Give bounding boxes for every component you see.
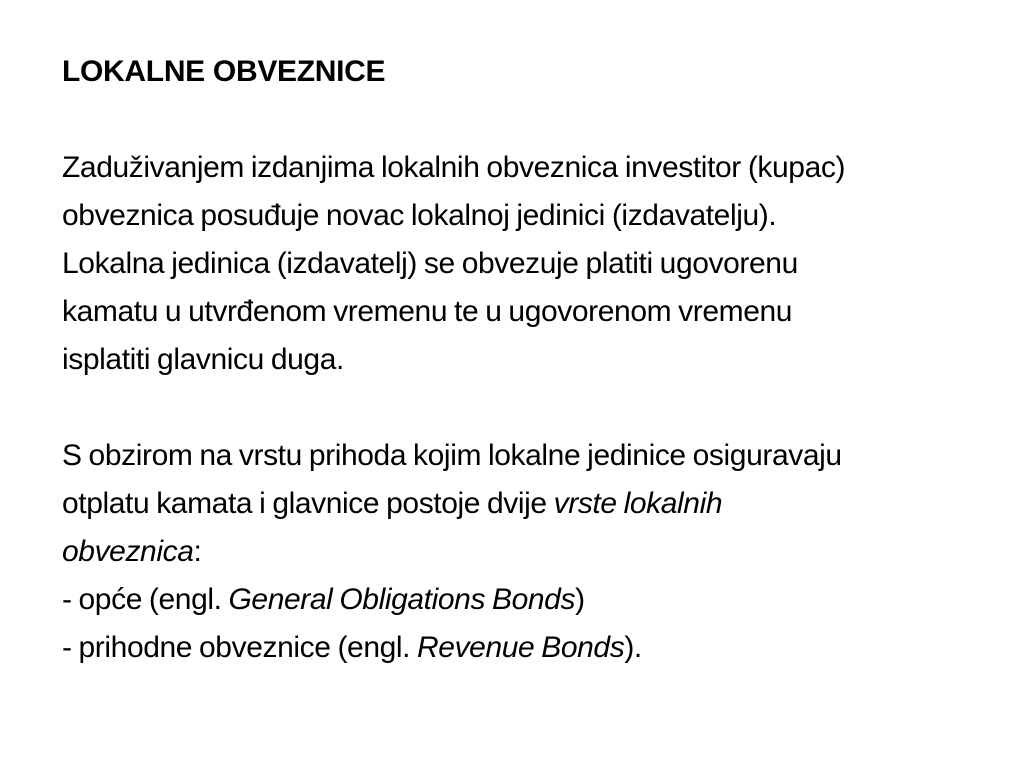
text-line: [62, 528, 982, 576]
spacer: [62, 384, 982, 432]
text-plain: :: [193, 535, 202, 568]
list-item-revenue-bonds: [62, 624, 982, 672]
spacer: [62, 96, 982, 144]
list-item-suffix: ): [575, 583, 585, 616]
text-line: kamatu u utvrđenom vremenu te u ugovorenom vremenu: [62, 295, 793, 328]
list-item-prefix: - opće (engl.: [62, 583, 229, 616]
text-plain: otplatu kamata i glavnice postoje dvije: [62, 487, 554, 520]
list-item-suffix: ).: [624, 631, 642, 664]
text-line: Zaduživanjem izdanjima lokalnih obveznica investitor (kupac): [62, 151, 846, 184]
paragraph-definition: [62, 144, 982, 384]
text-line: [62, 480, 982, 528]
text-line: isplatiti glavnicu duga.: [62, 343, 344, 376]
list-item-general-obligation: [62, 576, 982, 624]
slide-title: LOKALNE OBVEZNICE: [62, 55, 386, 88]
text-italic: obveznica: [62, 535, 194, 568]
slide-content: [62, 48, 982, 672]
list-item-prefix: - prihodne obveznice (engl.: [62, 631, 418, 664]
list-item-italic: Revenue Bonds: [417, 631, 625, 664]
text-line: obveznica posuđuje novac lokalnoj jedinici (izdavatelju).: [62, 199, 777, 232]
text-line: S obzirom na vrstu prihoda kojim lokalne jedinice osiguravaju: [62, 439, 842, 472]
list-item-italic: General Obligations Bonds: [228, 583, 576, 616]
paragraph-types: [62, 432, 982, 672]
text-line: Lokalna jedinica (izdavatelj) se obvezuje platiti ugovorenu: [62, 247, 798, 280]
text-italic: vrste lokalnih: [553, 487, 723, 520]
